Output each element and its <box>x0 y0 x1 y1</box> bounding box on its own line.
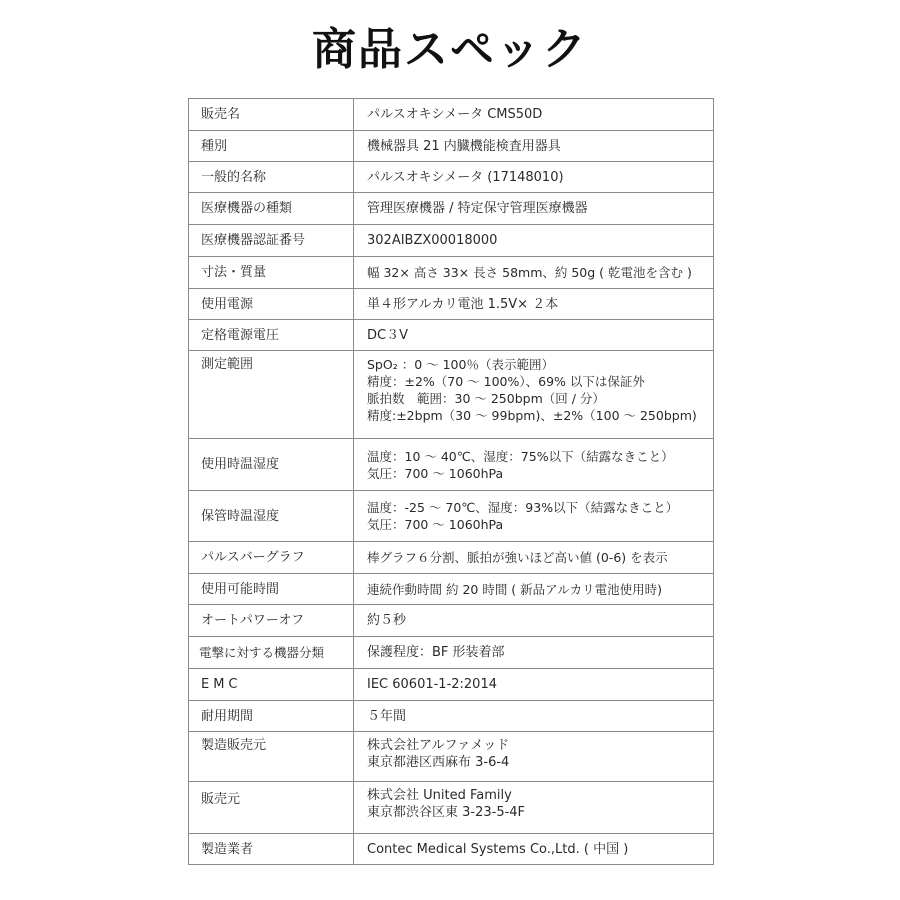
table-row <box>189 574 714 605</box>
value-line: 東京都港区西麻布 3-6-4 <box>367 755 510 770</box>
row-value <box>354 257 714 289</box>
row-label: 定格電源電圧 <box>189 320 354 351</box>
value-line: 精度：±2%（70 ～ 100%）、69% 以下は保証外 <box>367 374 645 389</box>
value-line: 温度：-25 ～ 70℃、湿度：93%以下（結露なきこと） <box>367 500 679 515</box>
row-label: 一般的名称 <box>189 162 354 193</box>
value-line: 脈拍数 範囲：30 ～ 250bpm（回 / 分） <box>367 391 605 406</box>
row-label: EMC <box>189 669 354 701</box>
row-value <box>354 193 714 225</box>
value-line: パルスオキシメータ (17148010) <box>367 169 564 185</box>
table-row <box>189 701 714 732</box>
row-value <box>354 542 714 574</box>
value-line: IEC 60601-1-2:2014 <box>367 677 497 692</box>
table-row <box>189 225 714 257</box>
row-label: 医療機器認証番号 <box>189 225 354 257</box>
table-row <box>189 605 714 637</box>
value-line: 約５秒 <box>367 613 407 628</box>
row-label: 製造販売元 <box>189 732 354 782</box>
row-value <box>354 439 714 491</box>
table-row <box>189 351 714 439</box>
value-line: 株式会社アルファメッド <box>367 738 510 753</box>
row-label: 測定範囲 <box>189 351 354 439</box>
value-line: 単４形アルカリ電池 1.5V× ２本 <box>367 296 559 312</box>
table-row <box>189 542 714 574</box>
table-row <box>189 131 714 162</box>
value-line: ５年間 <box>367 708 407 724</box>
row-value <box>354 782 714 834</box>
table-row <box>189 834 714 865</box>
row-label: 使用時温湿度 <box>189 439 354 491</box>
row-value <box>354 351 714 439</box>
table-row <box>189 782 714 834</box>
row-value <box>354 320 714 351</box>
row-label: 販売元 <box>189 782 354 834</box>
value-line: 幅 32× 高さ 33× 長さ 58mm、約 50g ( 乾電池を含む ) <box>367 265 692 280</box>
table-row <box>189 320 714 351</box>
row-value <box>354 491 714 542</box>
value-line: 気圧：700 ～ 1060hPa <box>367 465 504 481</box>
spec-table <box>188 98 714 865</box>
row-label: 寸法・質量 <box>189 257 354 289</box>
value-line: 気圧：700 ～ 1060hPa <box>367 517 504 532</box>
value-line: 連続作動時間 約 20 時間 ( 新品アルカリ電池使用時) <box>367 581 663 597</box>
row-label: 使用可能時間 <box>189 574 354 605</box>
row-value <box>354 834 714 865</box>
value-line: 東京都渋谷区東 3-23-5-4F <box>367 805 526 820</box>
row-label: 使用電源 <box>189 289 354 320</box>
row-label: 販売名 <box>189 99 354 131</box>
table-row <box>189 732 714 782</box>
table-row <box>189 193 714 225</box>
table-row <box>189 637 714 669</box>
value-line: 機械器具 21 内臓機能検査用器具 <box>367 138 561 154</box>
row-value <box>354 637 714 669</box>
table-row <box>189 669 714 701</box>
row-value <box>354 574 714 605</box>
value-line: 温度：10 ～ 40℃、湿度：75%以下（結露なきこと） <box>367 448 674 464</box>
table-row <box>189 99 714 131</box>
row-value <box>354 605 714 637</box>
table-row <box>189 439 714 491</box>
table-row <box>189 162 714 193</box>
value-line: SpO₂ ：0 ～ 100％（表示範囲） <box>367 357 554 372</box>
row-label: 耐用期間 <box>189 701 354 732</box>
row-value <box>354 701 714 732</box>
row-value <box>354 732 714 782</box>
value-line: 保護程度：BF 形装着部 <box>367 645 505 660</box>
value-line: 精度:±2bpm（30 ～ 99bpm)、±2%（100 ～ 250bpm) <box>367 408 697 423</box>
row-value <box>354 162 714 193</box>
row-label: 種別 <box>189 131 354 162</box>
value-line: 302AIBZX00018000 <box>367 233 498 248</box>
row-label: パルスバーグラフ <box>189 542 354 574</box>
row-value <box>354 289 714 320</box>
table-row <box>189 257 714 289</box>
value-line: 管理医療機器 / 特定保守管理医療機器 <box>367 201 588 216</box>
value-line: Contec Medical Systems Co.,Ltd. ( 中国 ) <box>367 841 629 857</box>
value-line: 棒グラフ６分割、脈拍が強いほど高い値 (0-6) を表示 <box>367 550 668 565</box>
row-label: 電撃に対する機器分類 <box>189 637 354 669</box>
table-row <box>189 289 714 320</box>
table-row <box>189 491 714 542</box>
value-line: 株式会社 United Family <box>367 788 512 803</box>
value-line: DC３V <box>367 327 408 343</box>
row-label: 医療機器の種類 <box>189 193 354 225</box>
row-value <box>354 131 714 162</box>
row-label: 保管時温湿度 <box>189 491 354 542</box>
row-label: オートパワーオフ <box>189 605 354 637</box>
row-value <box>354 99 714 131</box>
row-label: 製造業者 <box>189 834 354 865</box>
row-value <box>354 225 714 257</box>
page-title: 商品スペック <box>312 24 588 75</box>
row-value <box>354 669 714 701</box>
value-line: パルスオキシメータ CMS50D <box>367 107 543 122</box>
